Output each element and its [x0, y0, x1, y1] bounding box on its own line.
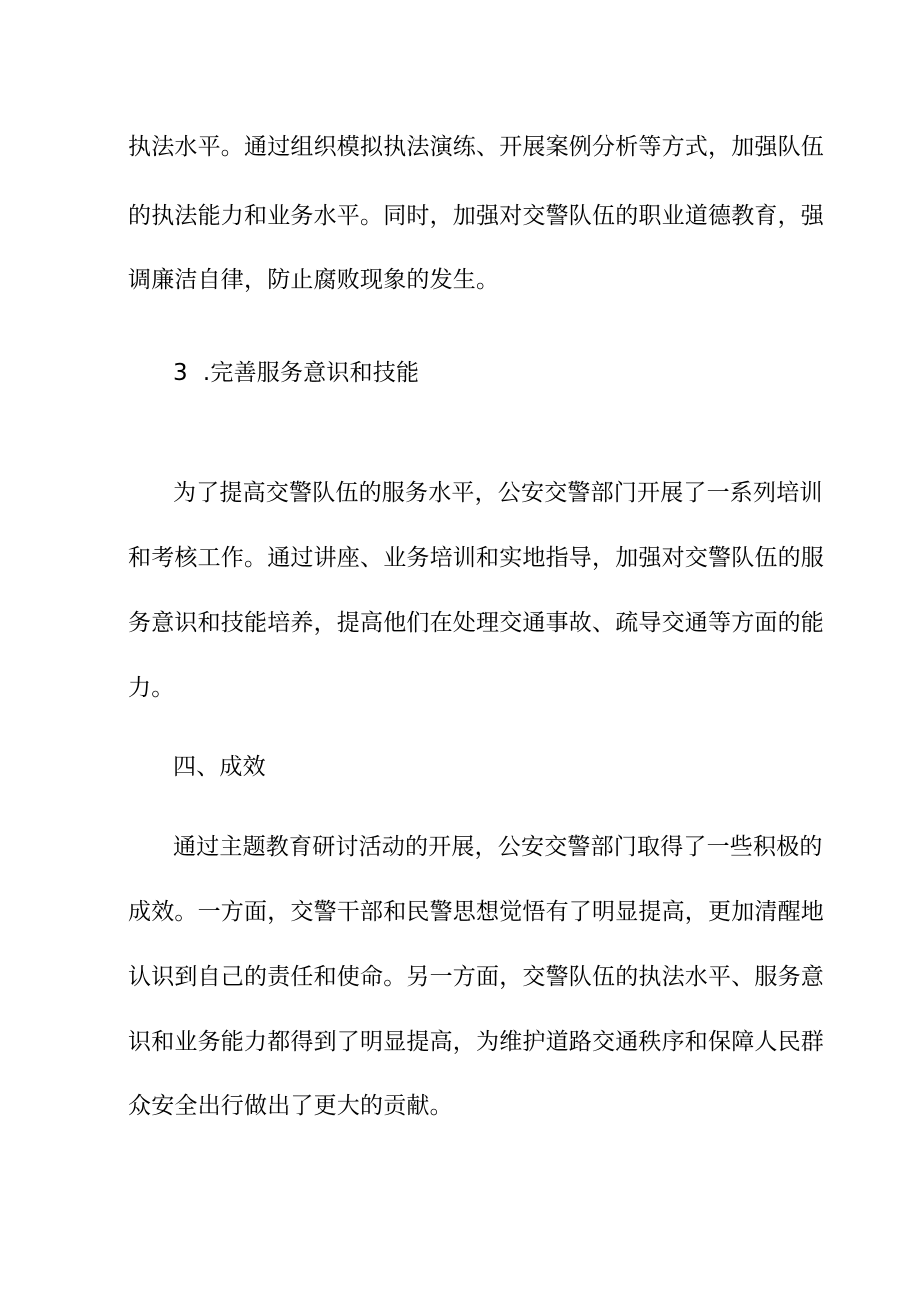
section-heading: 四、成效: [173, 754, 266, 780]
paragraph-line: 力。: [128, 675, 175, 701]
paragraph-line: 众安全出行做出了更大的贡献。: [128, 1093, 453, 1119]
paragraph-line: 和考核工作。通过讲座、业务培训和实地指导，加强对交警队伍的服: [128, 545, 824, 571]
paragraph-line: 调廉洁自律，防止腐败现象的发生。: [128, 267, 500, 293]
paragraph-line: 认识到自己的责任和使命。另一方面，交警队伍的执法水平、服务意: [128, 964, 824, 990]
paragraph-line: 执法水平。通过组织模拟执法演练、开展案例分析等方式，加强队伍: [128, 134, 824, 160]
section-heading: 3 .完善服务意识和技能: [173, 360, 420, 386]
paragraph-line: 成效。一方面，交警干部和民警思想觉悟有了明显提高，更加清醒地: [128, 899, 824, 925]
paragraph-line: 通过主题教育研讨活动的开展，公安交警部门取得了一些积极的: [173, 834, 823, 860]
paragraph-line: 务意识和技能培养，提高他们在处理交通事故、疏导交通等方面的能: [128, 610, 824, 636]
paragraph-line: 识和业务能力都得到了明显提高，为维护道路交通秩序和保障人民群: [128, 1029, 824, 1055]
paragraph-line: 为了提高交警队伍的服务水平，公安交警部门开展了一系列培训: [173, 480, 823, 506]
paragraph-line: 的执法能力和业务水平。同时，加强对交警队伍的职业道德教育，强: [128, 203, 824, 229]
